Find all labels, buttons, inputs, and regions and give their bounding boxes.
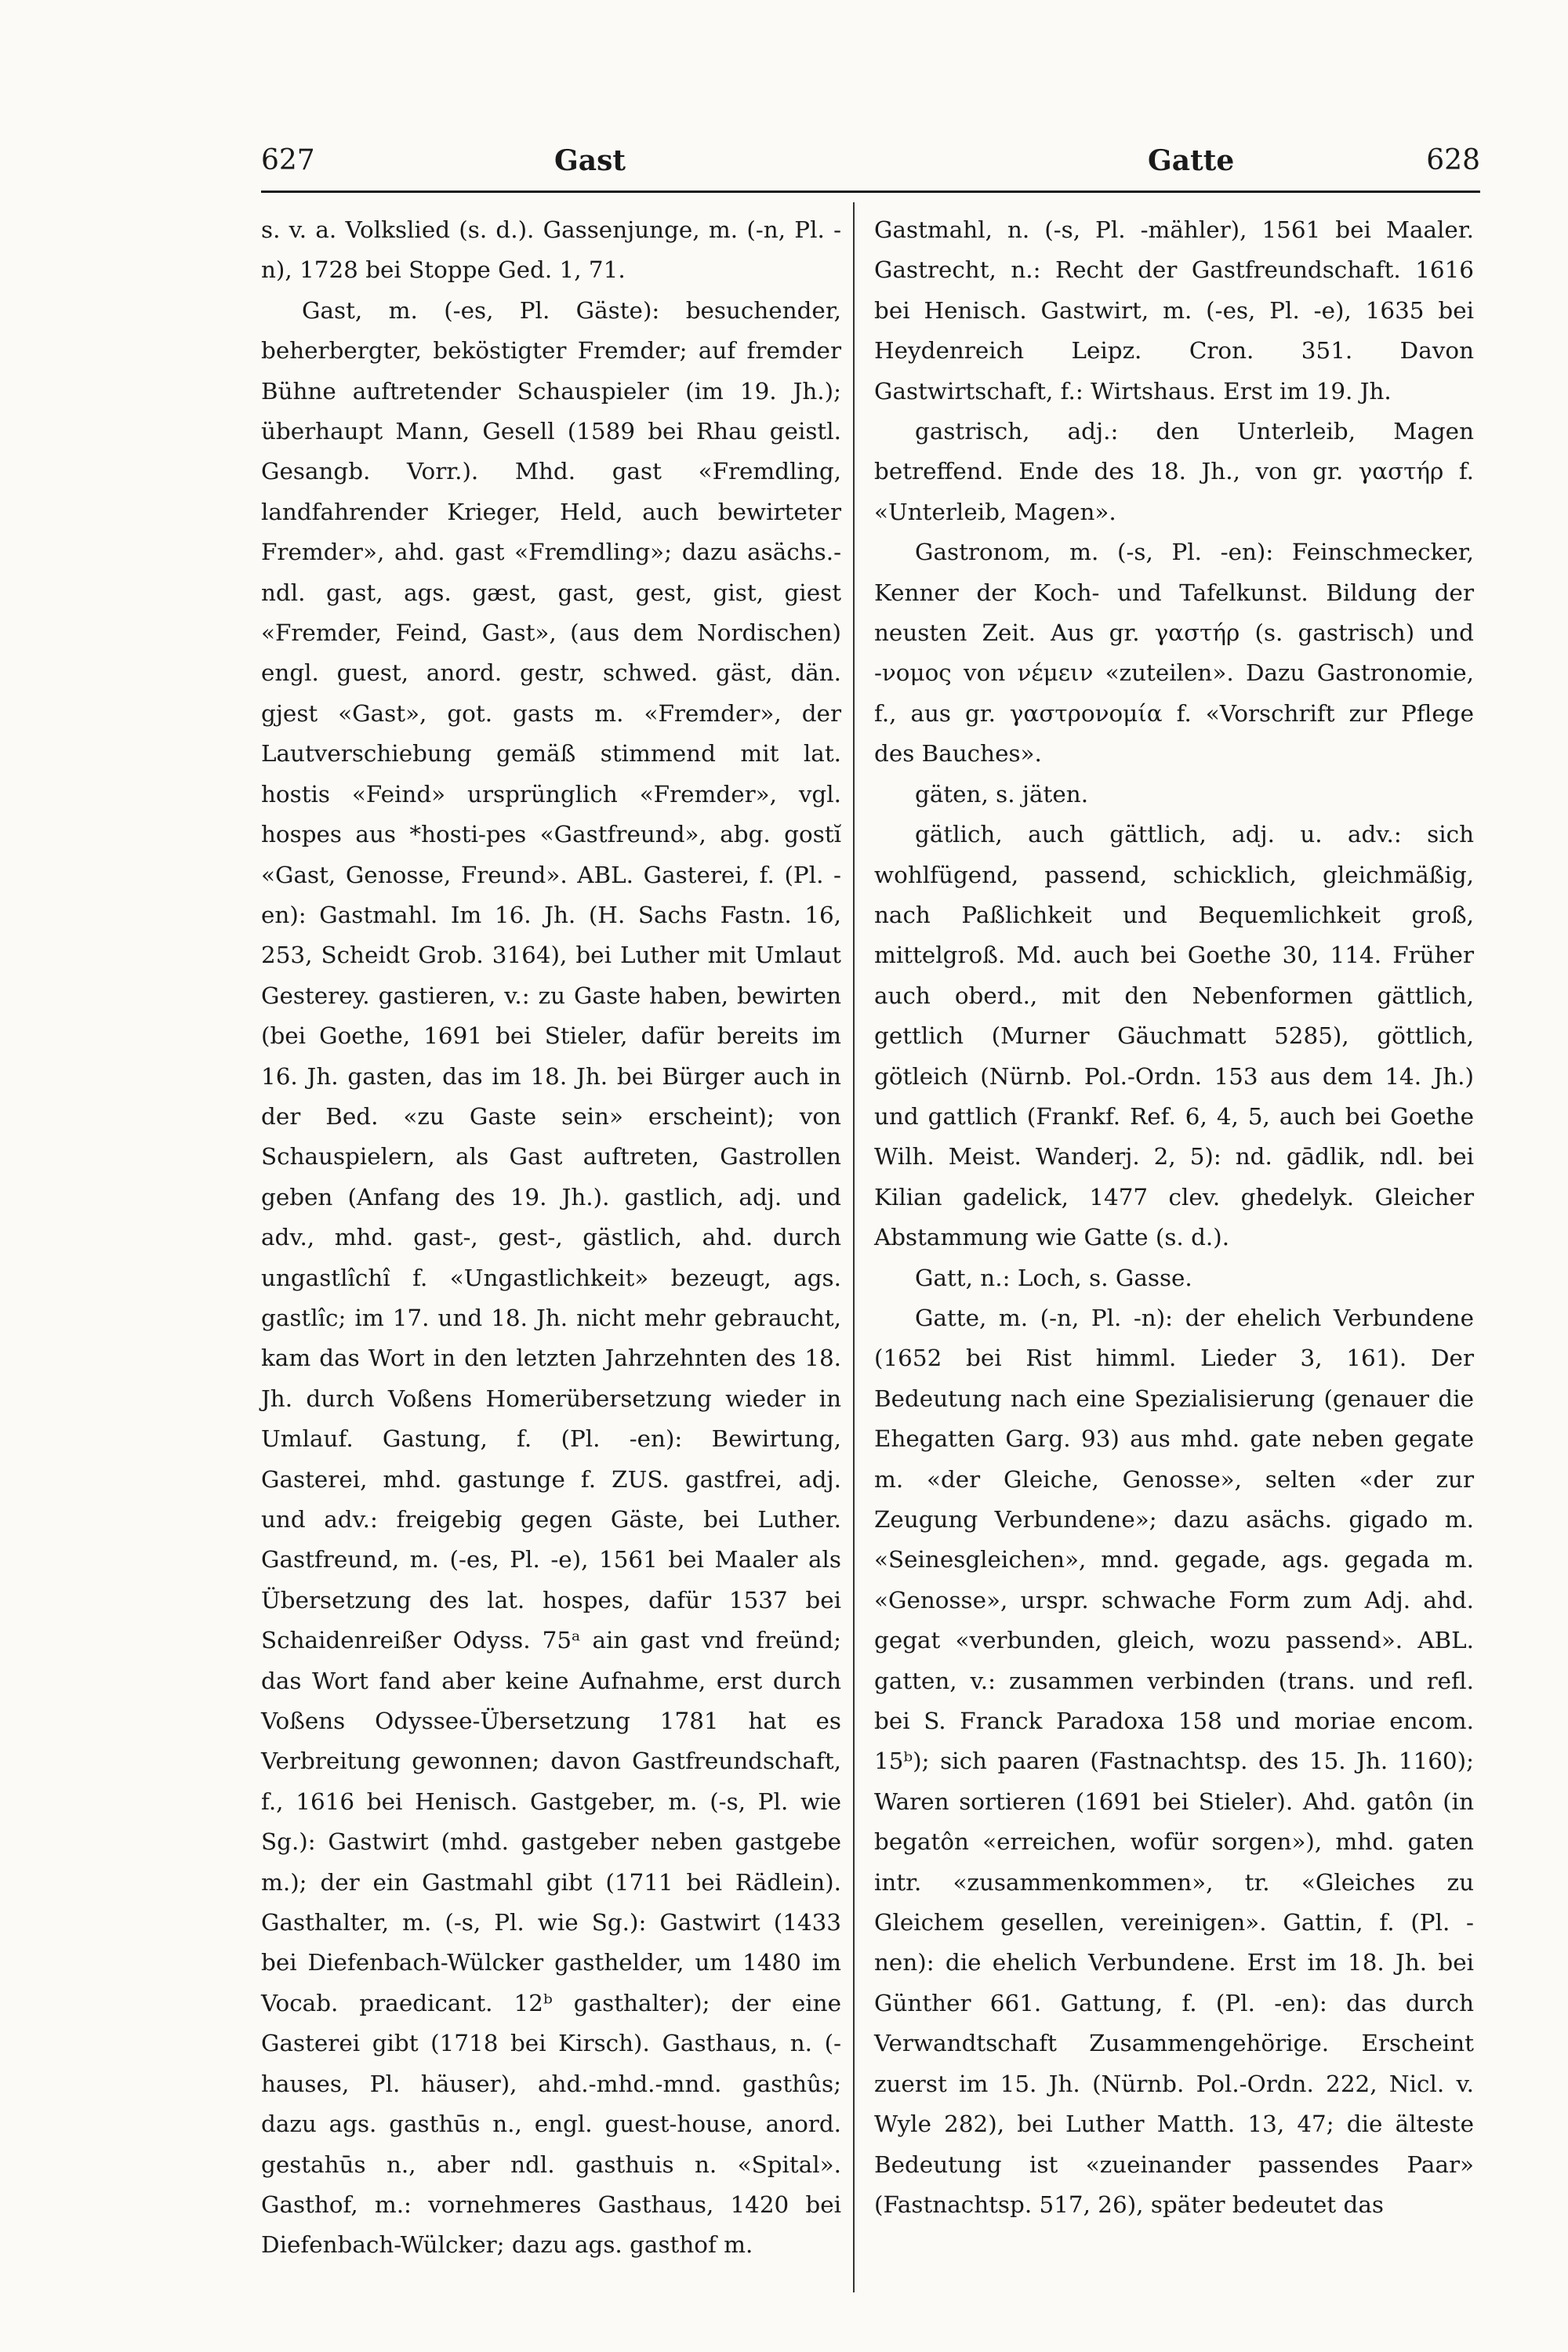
guide-word-right: Gatte bbox=[1148, 144, 1235, 177]
running-header bbox=[261, 144, 1480, 191]
left-column bbox=[261, 210, 841, 2266]
column-divider bbox=[853, 202, 855, 2292]
entry-gastrisch: gastrisch, adj.: den Unterleib, Magen betreffend. Ende des 18. Jh., von gr. γαστήρ f. «Unterleib, Magen». bbox=[874, 418, 1474, 525]
entry-gaetlich: gätlich, auch gättlich, adj. u. adv.: sich wohlfügend, passend, schicklich, gleichmäßig, nach Paßlichkeit und Bequemlichkeit groß, mittelgroß. Md. auch bei Goethe 30, 114. Früher auch oberd., mit den Nebenformen gättlich, gettlich (Murner Gäuchmatt 5285), göttlich, götleich (Nürnb. Pol.-Ordn. 153 aus dem 14. Jh.) und gattlich (Frankf. Ref. 6, 4, 5, auch bei Goethe Wilh. Meist. Wanderj. 2, 5): nd. gādlik, ndl. bei Kilian gadelick, 1477 clev. ghedelyk. Gleicher Abstammung wie Gatte (s. d.). bbox=[874, 821, 1474, 1251]
entry-gast: Gast, m. (-es, Pl. Gäste): besuchender, beherbergter, beköstigter Fremder; auf fremder Bühne auftretender Schauspieler (im 19. Jh.); überhaupt Mann, Gesell (1589 bei Rhau geistl. Gesangb. Vorr.). Mhd. gast «Fremdling, landfahrender Krieger, Held, auch bewirteter Fremder», ahd. gast «Fremdling»; dazu asächs.-ndl. gast, ags. gæst, gast, gest, gist, giest «Fremder, Feind, Gast», (aus dem Nordischen) engl. guest, anord. gestr, schwed. gäst, dän. gjest «Gast», got. gasts m. «Fremder», der Lautverschiebung gemäß stimmend mit lat. hostis «Feind» ursprünglich «Fremder», vgl. hospes aus *hosti-pes «Gastfreund», abg. gostĭ «Gast, Genosse, Freund». ABL. Gasterei, f. (Pl. -en): Gastmahl. Im 16. Jh. (H. Sachs Fastn. 16, 253, Scheidt Grob. 3164), bei Luther mit Umlaut Gesterey. gastieren, v.: zu Gaste haben, bewirten (bei Goethe, 1691 bei Stieler, dafür bereits im 16. Jh. gasten, das im 18. Jh. bei Bürger auch in der Bed. «zu Gaste sein» erscheint); von Schauspielern, als Gast auftreten, Gastrollen geben (Anfang des 19. Jh.). gastlich, adj. und adv., mhd. gast-, gest-, gästlich, ahd. durch ungastlîchî f. «Ungastlichkeit» bezeugt, ags. gastlîc; im 17. und 18. Jh. nicht mehr gebraucht, kam das Wort in den letzten Jahrzehnten des 18. Jh. durch Voßens Homerübersetzung wieder in Umlauf. Gastung, f. (Pl. -en): Bewirtung, Gasterei, mhd. gastunge f. ZUS. gastfrei, adj. und adv.: freigebig gegen Gäste, bei Luther. Gastfreund, m. (-es, Pl. -e), 1561 bei Maaler als Übersetzung des lat. hospes, dafür 1537 bei Schaidenreißer Odyss. 75ᵃ ain gast vnd freünd; das Wort fand aber keine Aufnahme, erst durch Voßens Odyssee-Übersetzung 1781 hat es Verbreitung gewonnen; davon Gastfreundschaft, f., 1616 bei Henisch. Gastgeber, m. (-s, Pl. wie Sg.): Gastwirt (mhd. gastgeber neben gastgebe m.); der ein Gastmahl gibt (1711 bei Rädlein). Gasthalter, m. (-s, Pl. wie Sg.): Gastwirt (1433 bei Diefenbach-Wülcker gasthelder, um 1480 im Vocab. praedicant. 12ᵇ gasthalter); der eine Gasterei gibt (1718 bei Kirsch). Gasthaus, n. (-hauses, Pl. häuser), ahd.-mhd.-mnd. gasthûs; dazu ags. gasthūs n., engl. guest-house, anord. gestahūs n., aber ndl. gasthuis n. «Spital». Gasthof, m.: vornehmeres Gasthaus, 1420 bei Diefenbach-Wülcker; dazu ags. gasthof m. bbox=[261, 296, 841, 2259]
entry-gastronom: Gastronom, m. (-s, Pl. -en): Feinschmecker, Kenner der Koch- und Tafelkunst. Bildung der neusten Zeit. Aus gr. γαστήρ (s. gastrisch) und -νομος von νέμειν «zuteilen». Dazu Gastronomie, f., aus gr. γαστρονομία f. «Vorschrift zur Pflege des Bauches». bbox=[874, 539, 1474, 768]
entry-gatte: Gatte, m. (-n, Pl. -n): der ehelich Verbundene (1652 bei Rist himml. Lieder 3, 161). Der Bedeutung nach eine Spezialisierung (genauer die Ehegatten Garg. 93) aus mhd. gate neben gegate m. «der Gleiche, Genosse», selten «der zur Zeugung Verbundene»; dazu asächs. gigado m. «Seinesgleichen», mnd. gegade, ags. gegada m. «Genosse», urspr. schwache Form zum Adj. ahd. gegat «verbunden, gleich, wozu passend». ABL. gatten, v.: zusammen verbinden (trans. und refl. bei S. Franck Paradoxa 158 und moriae encom. 15ᵇ); sich paaren (Fastnachtsp. des 15. Jh. 1160); Waren sortieren (1691 bei Stieler). Ahd. gatôn (in begatôn «erreichen, wofür sorgen»), mhd. gaten intr. «zusammenkommen», tr. «Gleiches zu Gleichem gesellen, vereinigen». Gattin, f. (Pl. -nen): die ehelich Verbundene. Erst im 18. Jh. bei Günther 661. Gattung, f. (Pl. -en): das durch Verwandtschaft Zusammengehörige. Erscheint zuerst im 15. Jh. (Nürnb. Pol.-Ordn. 222, Nicl. v. Wyle 282), bei Luther Matth. 13, 47; die älteste Bedeutung ist «zueinander passendes Paar» (Fastnachtsp. 517, 26), später bedeutet das bbox=[874, 1304, 1474, 2218]
page-number-right: 628 bbox=[1426, 144, 1480, 176]
entry-gatt: Gatt, n.: Loch, s. Gasse. bbox=[915, 1264, 1192, 1291]
right-column bbox=[874, 210, 1474, 2225]
guide-word-left: Gast bbox=[554, 144, 626, 177]
paragraph-gassenjunge: s. v. a. Volkslied (s. d.). Gassenjunge, m. (-n, Pl. -n), 1728 bei Stoppe Ged. 1, 71. bbox=[261, 216, 841, 284]
paragraph-gastmahl: Gastmahl, n. (-s, Pl. -mähler), 1561 bei Maaler. Gastrecht, n.: Recht der Gastfreundschaft. 1616 bei Henisch. Gastwirt, m. (-es, Pl. -e), 1635 bei Heydenreich Leipz. Cron. 351. Davon Gastwirtschaft, f.: Wirtshaus. Erst im 19. Jh. bbox=[874, 216, 1474, 405]
header-rule bbox=[261, 191, 1480, 193]
entry-gaeten: gäten, s. jäten. bbox=[915, 780, 1089, 808]
page-number-left: 627 bbox=[261, 144, 315, 176]
